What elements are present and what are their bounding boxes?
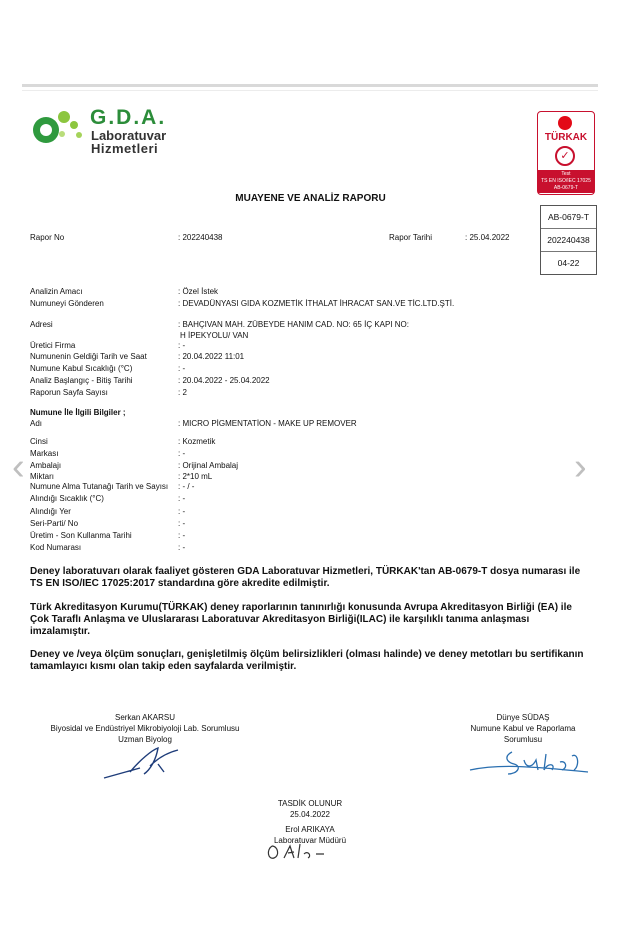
- sample-value: : Kozmetik: [178, 437, 216, 446]
- sample-value: : -: [178, 519, 186, 528]
- signature-left: [40, 712, 250, 745]
- sample-label: Numune Alma Tutanağı Tarih ve Sayısı: [30, 482, 169, 491]
- sample-value: : -: [178, 494, 186, 503]
- sample-label: Miktarı: [30, 472, 54, 481]
- sample-value: : -: [178, 507, 186, 516]
- top-border-thin: [22, 90, 598, 91]
- sample-label: Alındığı Sıcaklık (°C): [30, 494, 104, 503]
- sample-heading: Numune İle İlgili Bilgiler ;: [30, 408, 126, 417]
- sample-label: Kod Numarası: [30, 543, 82, 552]
- chevron-right-icon[interactable]: ›: [574, 446, 587, 488]
- side-box-date: 04-22: [557, 258, 580, 268]
- sample-label: Seri-Parti/ No: [30, 519, 79, 528]
- field-value-line2: H İPEKYOLU/ VAN: [180, 331, 249, 340]
- field-label: Analiz Başlangıç - Bitiş Tarihi: [30, 376, 133, 385]
- report-no-value: : 202240438: [178, 233, 223, 242]
- results-paragraph: Deney ve /veya ölçüm sonuçları, genişletilmiş ölçüm belirsizlikleri (olması halinde) ve deney metotları bu sertifikanın tamamlayıcı kısmı olan takip eden sayfalarda verilmiştir.: [30, 649, 584, 672]
- sample-value: : -: [178, 543, 186, 552]
- chevron-left-icon[interactable]: ‹: [12, 446, 25, 488]
- field-value: : -: [178, 364, 186, 373]
- check-icon: ✓: [555, 146, 575, 166]
- signer-role: Numune Kabul ve Raporlama: [470, 724, 576, 733]
- sample-value: : -: [178, 531, 186, 540]
- field-value: : Özel İstek: [178, 287, 219, 296]
- sample-label: Adı: [30, 419, 43, 428]
- side-boxes: [540, 205, 597, 275]
- approver-title: Laboratuvar Müdürü: [273, 836, 347, 845]
- signer-name: Dünye SÜDAŞ: [496, 713, 550, 722]
- sample-value: : - / -: [178, 482, 195, 491]
- top-border: [22, 84, 598, 87]
- signer-title: Uzman Biyolog: [118, 735, 172, 744]
- field-value: : BAHÇIVAN MAH. ZÜBEYDE HANIM CAD. NO: 65 İÇ KAPI NO:: [178, 320, 410, 329]
- field-label: Üretici Firma: [30, 341, 76, 350]
- turkak-name: TÜRKAK: [544, 132, 588, 143]
- recognition-paragraph: Türk Akreditasyon Kurumu(TÜRKAK) deney raporlarının tanınırlığı konusunda Avrupa Akreditasyon Birliği (EA) ile Çok Taraflı Anlaşma ve Uluslararası Laboratuvar Akreditasyon Birliği(ILAC) ile karşılıklı tanıma anlaşması imzalamıştır.: [30, 602, 572, 637]
- approval-block: [220, 798, 400, 846]
- turkak-band: [538, 170, 594, 193]
- sample-value: : MICRO PİGMENTATİON - MAKE UP REMOVER: [178, 419, 357, 428]
- handwritten-signature-right: [468, 742, 593, 780]
- band-line1: Test: [561, 171, 571, 177]
- side-box-report-no: 202240438: [541, 229, 596, 252]
- side-box-accreditation: AB-0679-T: [541, 206, 596, 229]
- band-line3: AB-0679-T: [553, 185, 579, 191]
- signer-role: Biyosidal ve Endüstriyel Mikrobiyoloji Lab. Sorumlusu: [50, 724, 240, 733]
- band-line2: TS EN ISO/IEC 17025: [541, 178, 591, 184]
- approval-heading: TASDİK OLUNUR: [277, 799, 343, 808]
- sample-value: : Orijinal Ambalaj: [178, 461, 239, 470]
- report-date-label: Rapor Tarihi: [389, 233, 432, 242]
- field-value: : -: [178, 341, 186, 350]
- flag-icon: [558, 116, 572, 130]
- field-label: Raporun Sayfa Sayısı: [30, 388, 108, 397]
- sample-label: Cinsi: [30, 437, 48, 446]
- sample-label: Ambalajı: [30, 461, 62, 470]
- logo-line2: Hizmetleri: [91, 141, 159, 156]
- field-value: : 20.04.2022 11:01: [178, 352, 245, 361]
- signer-name: Serkan AKARSU: [114, 713, 176, 722]
- field-label: Adresi: [30, 320, 53, 329]
- field-label: Numune Kabul Sıcaklığı (°C): [30, 364, 133, 373]
- sample-label: Alındığı Yer: [30, 507, 71, 516]
- logo-text: G.D.A.: [90, 106, 167, 129]
- field-label: Numuneyi Gönderen: [30, 299, 104, 308]
- field-value: : 2: [178, 388, 187, 397]
- gda-logo-icon: [30, 108, 90, 148]
- sample-value: : 2*10 mL: [178, 472, 213, 481]
- sample-label: Markası: [30, 449, 59, 458]
- field-label: Analizin Amacı: [30, 287, 83, 296]
- logo-line1: Laboratuvar: [91, 128, 167, 143]
- accreditation-paragraph: Deney laboratuvarı olarak faaliyet gösteren GDA Laboratuvar Hizmetleri, TÜRKAK'tan AB-0679-T dosya numarası ile TS EN ISO/IEC 17025:2017 standardına göre akredite edilmiştir.: [30, 566, 581, 589]
- report-date-value: : 25.04.2022: [465, 233, 510, 242]
- signer-title: Sorumlusu: [503, 735, 543, 744]
- turkak-badge: [537, 111, 595, 195]
- signature-right: [448, 712, 598, 745]
- approval-date: 25.04.2022: [289, 810, 331, 819]
- handwritten-signature-left: [100, 742, 190, 784]
- sample-label: Üretim - Son Kullanma Tarihi: [30, 531, 132, 540]
- approver-name: Erol ARIKAYA: [285, 825, 335, 834]
- sample-value: : -: [178, 449, 186, 458]
- field-value: : DEVADÜNYASI GIDA KOZMETİK İTHALAT İHRACAT SAN.VE TİC.LTD.ŞTİ.: [178, 299, 455, 308]
- field-label: Numunenin Geldiği Tarih ve Saat: [30, 352, 147, 361]
- handwritten-signature-approval: [264, 842, 336, 862]
- report-title: MUAYENE VE ANALİZ RAPORU: [235, 193, 386, 204]
- report-no-label: Rapor No: [30, 233, 65, 242]
- field-value: : 20.04.2022 - 25.04.2022: [178, 376, 270, 385]
